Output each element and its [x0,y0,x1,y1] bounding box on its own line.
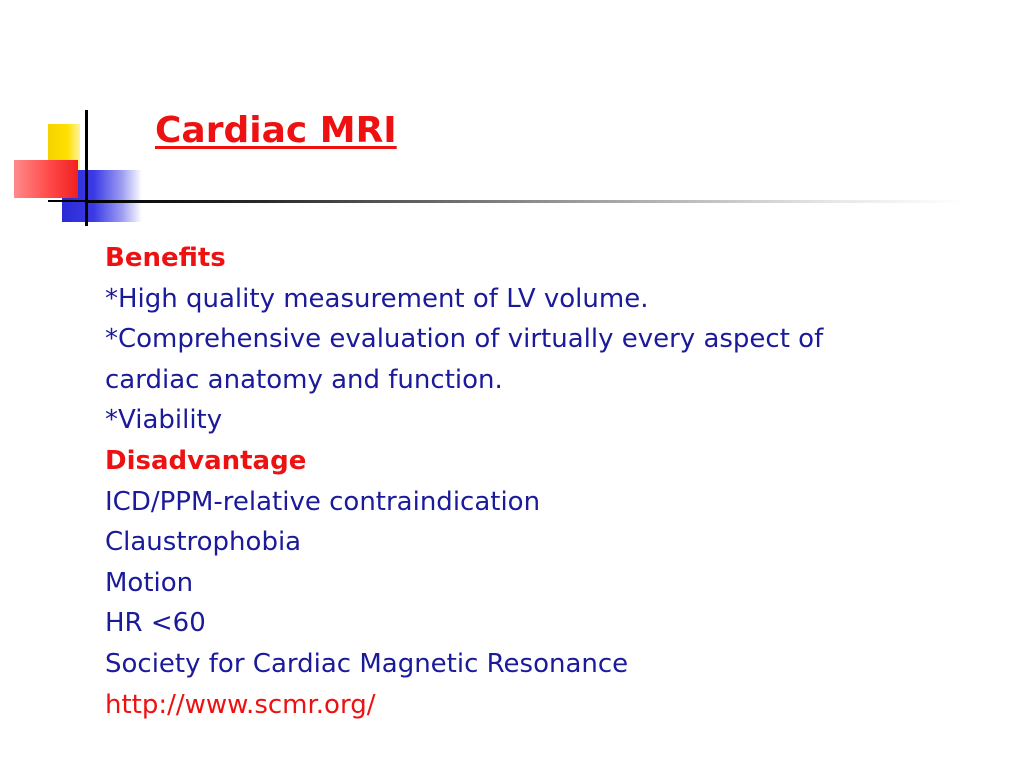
logo-red-square [14,160,78,198]
benefit-item: cardiac anatomy and function. [105,364,503,395]
slide-title: Cardiac MRI [155,110,397,151]
benefit-item: *Viability [105,405,223,436]
disadvantage-item: Claustrophobia [105,527,302,558]
disadvantage-item: Motion [105,567,194,598]
benefit-item: *Comprehensive evaluation of virtually every aspect of [105,324,824,355]
society-link[interactable]: http://www.scmr.org/ [105,689,376,720]
decorative-logo [0,0,140,230]
benefits-heading: Benefits [105,243,226,273]
benefit-item: *High quality measurement of LV volume. [105,283,649,314]
title-divider [88,200,968,203]
logo-vertical-line [85,110,88,226]
slide-body [105,238,965,725]
disadvantage-heading: Disadvantage [105,445,307,476]
society-name: Society for Cardiac Magnetic Resonance [105,648,629,679]
disadvantage-item: ICD/PPM-relative contraindication [105,486,541,517]
disadvantage-item: HR <60 [105,608,206,639]
